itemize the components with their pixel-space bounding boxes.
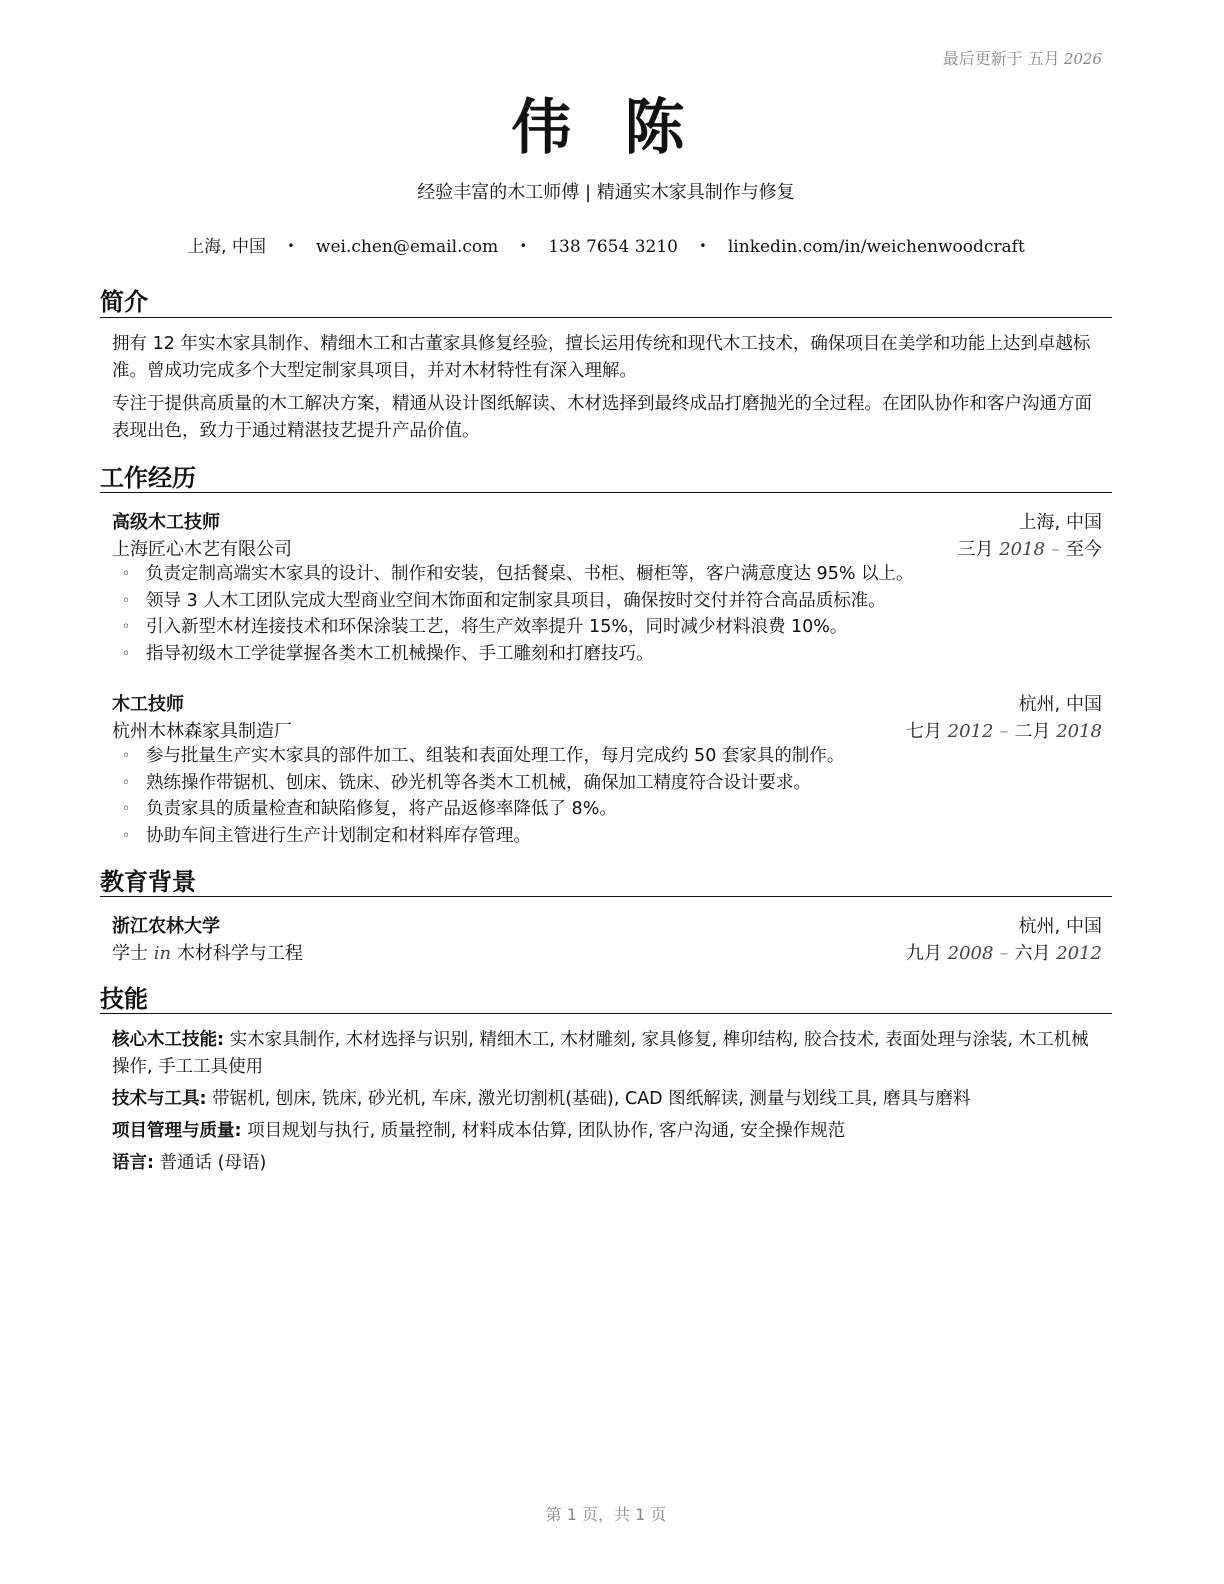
contact-linkedin[interactable]: linkedin.com/in/weichenwoodcraft — [727, 237, 1025, 257]
contact-separator: • — [519, 239, 527, 253]
skill-value: 普通话 (母语) — [159, 1153, 267, 1173]
list-item — [122, 641, 1102, 668]
job-location: 上海, 中国 — [1018, 512, 1102, 533]
section-rule — [100, 317, 1112, 318]
education-header-row — [112, 912, 1102, 938]
circle-bullet-icon: ◦ — [122, 645, 131, 662]
date-month: 六月 — [1014, 943, 1051, 964]
education-dates — [906, 939, 1102, 965]
job-header-row — [112, 508, 1102, 534]
skill-label: 核心木工技能: — [112, 1030, 224, 1050]
list-item — [122, 823, 1102, 850]
job-bullets — [122, 561, 1102, 667]
list-item — [122, 588, 1102, 615]
candidate-name: 伟 陈 — [511, 93, 701, 163]
page-number: 第 1 页，共 1 页 — [545, 1505, 667, 1524]
skill-value: 项目规划与执行, 质量控制, 材料成本估算, 团队协作, 客户沟通, 安全操作规范 — [247, 1121, 846, 1141]
bullet-text: 负责家具的质量检查和缺陷修复，将产品返修率降低了 8%。 — [146, 799, 617, 819]
section-title-skills: 技能 — [100, 985, 148, 1013]
job-company: 上海匠心木艺有限公司 — [112, 539, 292, 560]
circle-bullet-icon: ◦ — [122, 774, 131, 791]
section-rule — [100, 896, 1112, 897]
job-location: 杭州, 中国 — [1018, 694, 1102, 715]
contact-email[interactable]: wei.chen@email.com — [315, 237, 499, 257]
job-role: 木工技师 — [112, 694, 184, 715]
list-item — [122, 561, 1102, 588]
contact-separator: • — [699, 239, 707, 253]
last-updated-label: 最后更新于 五月 — [942, 49, 1060, 68]
date-year: 2012 — [947, 721, 994, 742]
section-title-summary: 简介 — [100, 288, 148, 316]
job-company-row — [112, 717, 1102, 743]
circle-bullet-icon: ◦ — [122, 801, 131, 817]
job-header-row — [112, 690, 1102, 716]
school-name: 浙江农林大学 — [112, 916, 220, 937]
skill-label: 语言: — [112, 1153, 154, 1173]
degree-in: in — [153, 943, 172, 964]
date-dash: – — [999, 943, 1009, 964]
contact-location: 上海, 中国 — [187, 237, 266, 257]
summary-paragraph: 专注于提供高质量的木工解决方案，精通从设计图纸解读、木材选择到最终成品打磨抛光的全过程。在团队协作和客户沟通方面表现出色，致力于通过精湛技艺提升产品价值。 — [112, 394, 1092, 441]
skill-group — [112, 1027, 1102, 1081]
degree-type: 学士 — [112, 943, 148, 964]
job-company-row — [112, 535, 1102, 561]
degree-major: 木材科学与工程 — [176, 943, 303, 964]
circle-bullet-icon: ◦ — [122, 827, 131, 844]
list-item — [122, 614, 1102, 641]
date-year: 2018 — [1056, 721, 1102, 742]
bullet-text: 协助车间主管进行生产计划制定和材料库存管理。 — [146, 825, 531, 846]
bullet-text: 引入新型木材连接技术和环保涂装工艺，将生产效率提升 15%，同时减少材料浪费 10%。 — [146, 617, 848, 637]
job-bullets — [122, 743, 1102, 849]
date-month: 七月 — [905, 721, 942, 742]
skill-label: 技术与工具: — [112, 1089, 207, 1109]
skill-label: 项目管理与质量: — [112, 1121, 242, 1141]
job-dates — [957, 535, 1102, 561]
skill-group — [112, 1086, 1102, 1113]
job-dates — [906, 717, 1102, 743]
resume-page — [100, 0, 1112, 1584]
contact-separator: • — [287, 239, 295, 253]
section-rule — [100, 1013, 1112, 1014]
date-month: 二月 — [1014, 721, 1051, 742]
date-year: 2008 — [947, 943, 994, 964]
section-title-experience: 工作经历 — [100, 464, 196, 492]
section-title-education: 教育背景 — [100, 868, 196, 896]
bullet-text: 指导初级木工学徒掌握各类木工机械操作、手工雕刻和打磨技巧。 — [146, 643, 654, 664]
list-item — [122, 770, 1102, 797]
circle-bullet-icon: ◦ — [122, 566, 131, 582]
list-item — [122, 796, 1102, 823]
circle-bullet-icon: ◦ — [122, 619, 131, 635]
job-company: 杭州木林森家具制造厂 — [112, 721, 292, 742]
date-month: 三月 — [957, 539, 994, 560]
bullet-text: 参与批量生产实木家具的部件加工、组装和表面处理工作，每月完成约 50 套家具的制作。 — [146, 746, 845, 766]
contact-phone[interactable]: 138 7654 3210 — [548, 237, 678, 257]
bullet-text: 领导 3 人木工团队完成大型商业空间木饰面和定制家具项目，确保按时交付并符合高品质标准。 — [146, 590, 886, 611]
job-role: 高级木工技师 — [112, 512, 220, 533]
headline: 经验丰富的木工师傅 | 精通实木家具制作与修复 — [417, 182, 795, 203]
date-year: 2012 — [1056, 943, 1102, 964]
education-degree-row — [112, 939, 1102, 965]
school-location: 杭州, 中国 — [1018, 916, 1102, 937]
list-item — [122, 743, 1102, 770]
skill-value: 带锯机, 刨床, 铣床, 砂光机, 车床, 激光切割机(基础), CAD 图纸解读, 测量与划线工具, 磨具与磨料 — [212, 1089, 971, 1109]
degree — [112, 939, 303, 965]
contact-line — [100, 232, 1112, 257]
date-dash: – — [999, 721, 1009, 742]
bullet-text: 熟练操作带锯机、刨床、铣床、砂光机等各类木工机械，确保加工精度符合设计要求。 — [146, 772, 811, 793]
date-month: 九月 — [905, 943, 942, 964]
date-year: 2018 — [999, 539, 1045, 560]
skill-group — [112, 1150, 1102, 1177]
bullet-text: 负责定制高端实木家具的设计、制作和安装，包括餐桌、书柜、橱柜等，客户满意度达 95% 以上。 — [146, 564, 914, 584]
circle-bullet-icon: ◦ — [122, 748, 131, 764]
summary-paragraph: 拥有 12 年实木家具制作、精细木工和古董家具修复经验，擅长运用传统和现代木工技术，确保项目在美学和功能上达到卓越标准。曾成功完成多个大型定制家具项目，并对木材特性有深入理解。 — [112, 334, 1091, 381]
last-updated-year: 2026 — [1063, 50, 1102, 68]
skill-value: 实木家具制作, 木材选择与识别, 精细木工, 木材雕刻, 家具修复, 榫卯结构, 胶合技术, 表面处理与涂装, 木工机械操作, 手工工具使用 — [112, 1030, 1089, 1077]
last-updated — [943, 46, 1102, 69]
circle-bullet-icon: ◦ — [122, 592, 131, 609]
section-rule — [100, 492, 1112, 493]
date-dash: – — [1051, 539, 1060, 560]
skill-group — [112, 1118, 1102, 1145]
date-month: 至今 — [1066, 539, 1102, 560]
